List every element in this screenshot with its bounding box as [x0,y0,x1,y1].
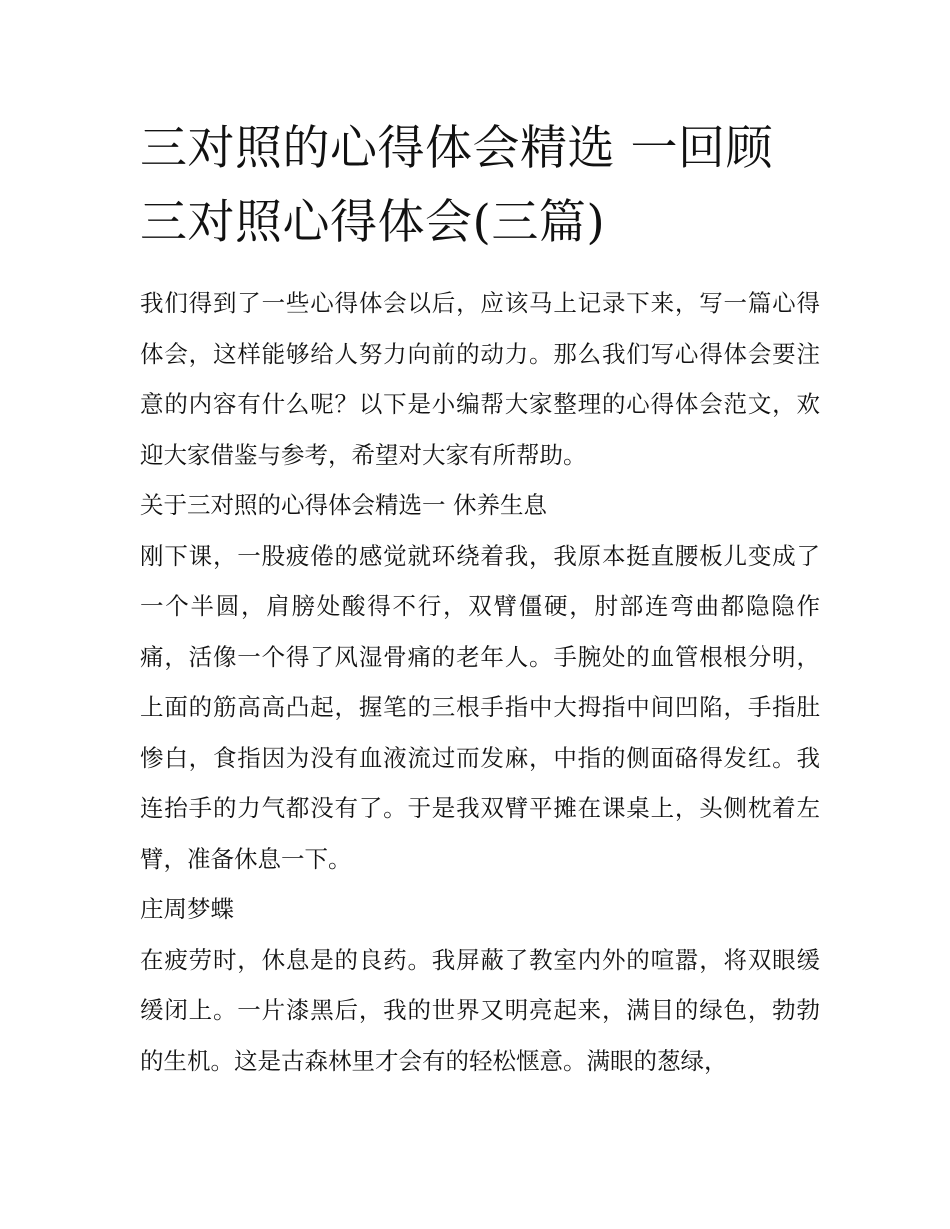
document-title: 三对照的心得体会精选 一回顾三对照心得体会(三篇) [140,121,773,250]
rest-paragraph: 刚下课，一股疲倦的感觉就环绕着我，我原本挺直腰板儿变成了一个半圆，肩膀处酸得不行，双臂僵硬，肘部连弯曲都隐隐作痛，活像一个得了风湿骨痛的老年人。手腕处的血管根根分明，上面的筋高高凸起，握笔的三根手指中大拇指中间凹陷，手指肚惨白，食指因为没有血液流过而发麻，中指的侧面硌得发红。我连抬手的力气都没有了。于是我双臂平摊在课桌上，头侧枕着左臂，准备休息一下。 [140,541,820,873]
butterfly-dream-paragraph: 在疲劳时，休息是的良药。我屏蔽了教室内外的喧嚣，将双眼缓缓闭上。一片漆黑后，我的世界又明亮起来，满目的绿色，勃勃的生机。这是古森林里才会有的轻松惬意。满眼的葱绿， [140,945,820,1075]
intro-paragraph: 我们得到了一些心得体会以后，应该马上记录下来，写一篇心得体会，这样能够给人努力向前的动力。那么我们写心得体会要注意的内容有什么呢？以下是小编帮大家整理的心得体会范文，欢迎大家借鉴与参考，希望对大家有所帮助。 [140,289,820,469]
document-body [140,278,820,1086]
section-heading-rest: 关于三对照的心得体会精选一 休养生息 [140,491,547,519]
section-heading-butterfly-dream: 庄周梦蝶 [140,895,234,923]
